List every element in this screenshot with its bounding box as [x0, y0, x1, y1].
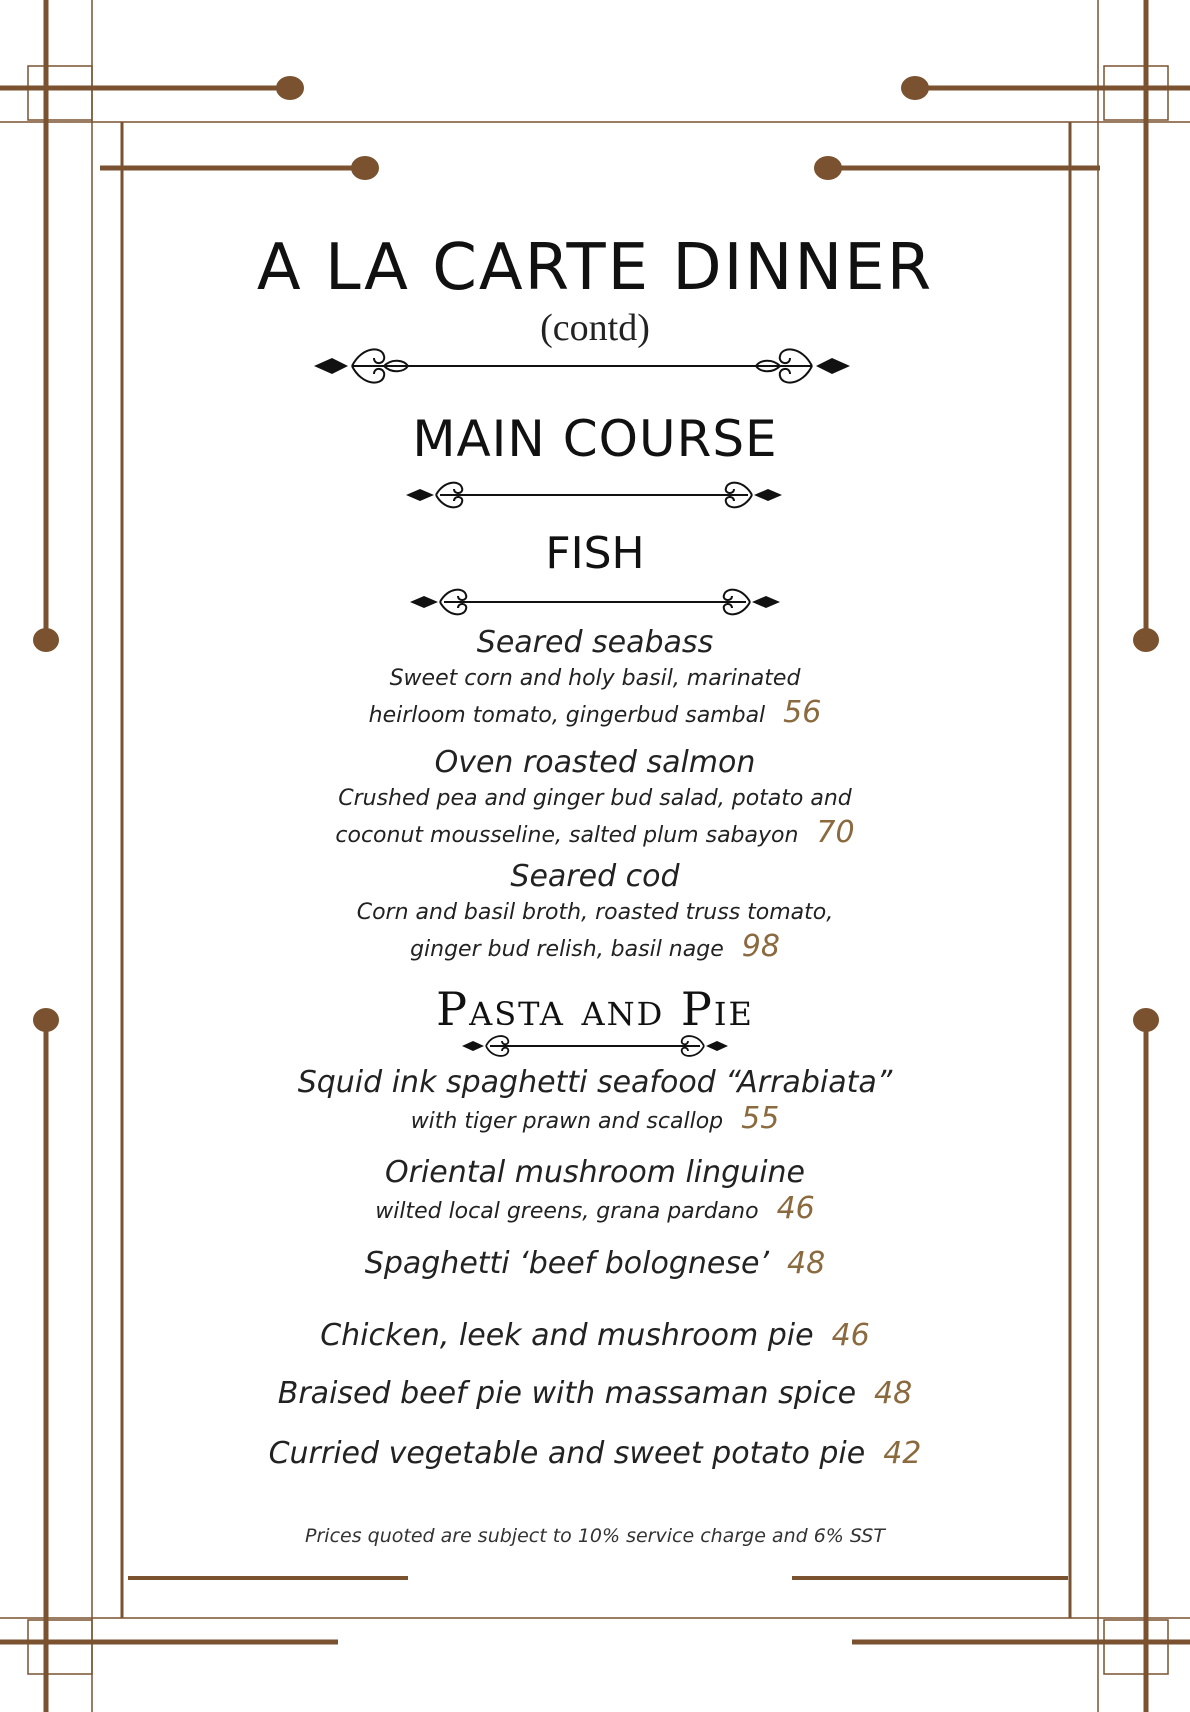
list-item [0, 1434, 1190, 1474]
ornamental-divider-icon [312, 336, 852, 396]
dish-price: 55 [741, 1101, 780, 1136]
dish-description-line: heirloom tomato, gingerbud sambal [368, 703, 766, 728]
dish-name: Curried vegetable and sweet potato pie [268, 1436, 866, 1471]
dish-description-line: with tiger prawn and scallop [410, 1109, 724, 1134]
section-heading-main-course: MAIN COURSE [412, 410, 778, 468]
list-item [0, 1374, 1190, 1414]
dish-description [0, 1102, 1190, 1139]
dish-description-line: coconut mousseline, salted plum sabayon [335, 823, 799, 848]
dish-name: Spaghetti ‘beef bolognese’ [364, 1246, 769, 1281]
dish-name: Oriental mushroom linguine [385, 1155, 805, 1190]
dish-price: 48 [787, 1246, 826, 1281]
dish-price: 46 [831, 1318, 870, 1353]
dish-name: Oven roasted salmon [434, 745, 756, 780]
dish-description [0, 696, 1190, 733]
list-item [0, 1244, 1190, 1284]
page-subtitle: (contd) [540, 307, 650, 349]
dish-description [0, 1192, 1190, 1229]
dish-price: 98 [741, 929, 780, 964]
section-heading-fish: FISH [545, 528, 645, 579]
dish-price: 70 [816, 815, 855, 850]
list-item [0, 744, 1190, 853]
dish-price: 46 [776, 1191, 815, 1226]
dish-description-line: wilted local greens, grana pardano [375, 1199, 759, 1224]
dish-description [0, 816, 1190, 853]
ornamental-divider-icon [404, 472, 784, 518]
page-title: A LA CARTE DINNER [256, 231, 934, 305]
list-item [0, 1064, 1190, 1139]
list-item [0, 1154, 1190, 1229]
dish-name: Chicken, leek and mushroom pie [320, 1318, 814, 1353]
dish-description-line: ginger bud relish, basil nage [410, 937, 724, 962]
dish-description: Crushed pea and ginger bud salad, potato and [338, 786, 852, 811]
list-item [0, 858, 1190, 967]
section-heading-pasta-and-pie: Pasta and Pie [436, 982, 754, 1036]
footnote: Prices quoted are subject to 10% service charge and 6% SST [305, 1525, 885, 1547]
ornamental-divider-icon [408, 580, 782, 624]
list-item [0, 624, 1190, 733]
dish-name: Seared seabass [476, 625, 714, 660]
list-item [0, 1316, 1190, 1356]
dish-description: Sweet corn and holy basil, marinated [389, 666, 801, 691]
dish-price: 56 [783, 695, 822, 730]
dish-name: Seared cod [510, 859, 680, 894]
dish-description: Corn and basil broth, roasted truss tomato, [356, 900, 834, 925]
ornamental-divider-icon [460, 1028, 730, 1064]
dish-name: Squid ink spaghetti seafood “Arrabiata” [297, 1065, 893, 1100]
dish-price: 42 [883, 1436, 922, 1471]
dish-name: Braised beef pie with massaman spice [277, 1376, 857, 1411]
dish-price: 48 [874, 1376, 913, 1411]
dish-description [0, 930, 1190, 967]
